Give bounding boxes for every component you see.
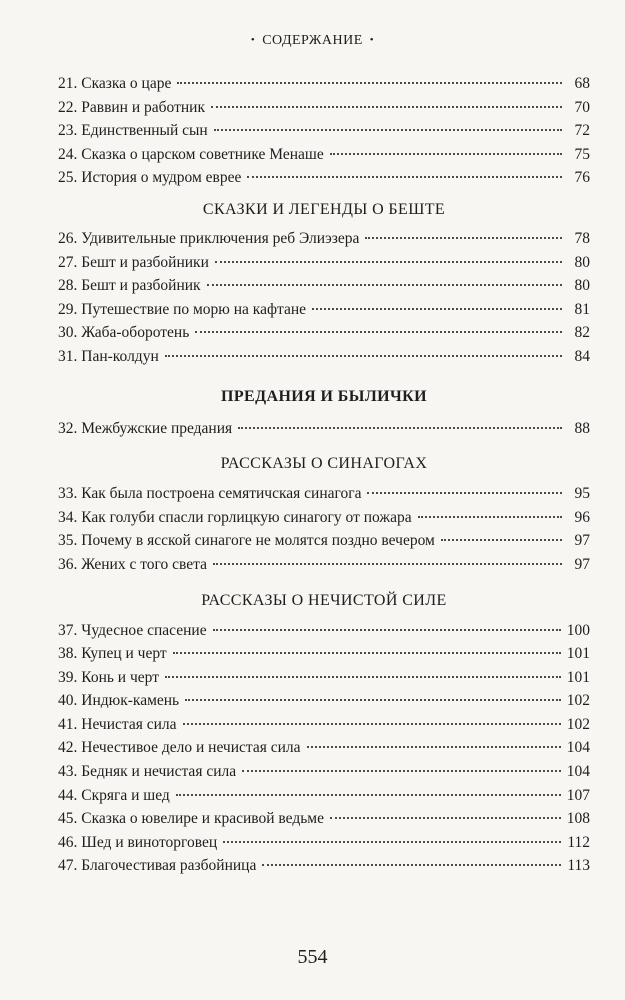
dot-leader — [418, 515, 562, 518]
entry-title: 24. Сказка о царском советнике Менаше — [58, 145, 324, 163]
entry-page: 102 — [566, 715, 590, 733]
entry-page: 104 — [566, 739, 590, 757]
entry-title: 36. Жених с того света — [58, 555, 207, 573]
toc-entry — [58, 854, 590, 878]
entry-page: 70 — [574, 98, 590, 116]
dot-leader — [173, 651, 561, 654]
toc-entry — [58, 713, 590, 737]
entry-page: 88 — [574, 419, 590, 437]
entry-title: 41. Нечистая сила — [58, 715, 177, 733]
entry-title: 30. Жаба-оборотень — [58, 324, 190, 342]
toc-entry — [58, 760, 590, 784]
table-of-contents — [58, 72, 590, 878]
dot-leader — [441, 538, 562, 541]
dot-leader — [213, 562, 562, 565]
entry-page: 108 — [566, 810, 590, 828]
section-heading: РАССКАЗЫ О СИНАГОГАХ — [220, 455, 428, 473]
toc-entry — [58, 251, 590, 275]
dot-leader — [176, 793, 561, 796]
toc-entry — [58, 72, 590, 96]
entry-page: 75 — [574, 145, 590, 163]
toc-entry — [58, 321, 590, 345]
entry-page: 97 — [574, 555, 590, 573]
entry-title: 25. История о мудром еврее — [58, 169, 242, 187]
entry-title: 37. Чудесное спасение — [58, 621, 207, 639]
entry-title: 33. Как была построена семятичская синагога — [58, 485, 362, 503]
toc-entry — [58, 736, 590, 760]
bullet-right: • — [369, 34, 375, 46]
dot-leader — [307, 745, 561, 748]
entry-page: 68 — [574, 75, 590, 92]
dot-leader — [367, 491, 562, 494]
entry-title: 27. Бешт и разбойники — [58, 253, 209, 271]
toc-entry — [58, 784, 590, 808]
entry-page: 102 — [566, 692, 590, 710]
dot-leader — [214, 128, 562, 131]
entry-title: 45. Сказка о ювелире и красивой ведьме — [58, 810, 324, 828]
toc-group — [58, 450, 590, 576]
entry-page: 100 — [566, 621, 590, 639]
entry-page: 81 — [574, 300, 590, 318]
entry-page: 76 — [574, 169, 590, 187]
dot-leader — [207, 283, 562, 286]
entry-title: 35. Почему в ясской синагоге не молятся поздно вечером — [58, 532, 435, 550]
toc-entry — [58, 298, 590, 322]
entry-title: 42. Нечестивое дело и нечистая сила — [58, 739, 301, 757]
entry-title: 39. Конь и черт — [58, 668, 159, 686]
entry-page: 104 — [566, 763, 590, 781]
toc-entry — [58, 227, 590, 251]
toc-entry — [58, 642, 590, 666]
dot-leader — [165, 675, 561, 678]
toc-entry — [58, 96, 590, 120]
dot-leader — [183, 722, 561, 725]
section-heading: ПРЕДАНИЯ И БЫЛИЧКИ — [221, 387, 427, 405]
dot-leader — [177, 81, 562, 84]
toc-entry — [58, 831, 590, 855]
entry-page: 107 — [566, 786, 590, 804]
dot-leader — [238, 426, 562, 429]
toc-entry — [58, 417, 590, 441]
section-heading: СКАЗКИ И ЛЕГЕНДЫ О БЕШТЕ — [202, 200, 446, 218]
entry-page: 82 — [574, 324, 590, 342]
entry-title: 23. Единственный сын — [58, 122, 208, 140]
dot-leader — [312, 307, 562, 310]
toc-entry — [58, 166, 590, 190]
dot-leader — [223, 840, 561, 843]
entry-title: 21. Сказка о царе — [58, 75, 172, 92]
toc-entry — [58, 345, 590, 369]
dot-leader — [185, 698, 561, 701]
entry-page: 112 — [567, 833, 590, 851]
entry-page: 95 — [574, 485, 590, 503]
toc-entry — [58, 119, 590, 143]
toc-group — [58, 587, 590, 879]
toc-entry — [58, 807, 590, 831]
entry-page: 101 — [566, 668, 590, 686]
toc-entry — [58, 666, 590, 690]
toc-entry — [58, 619, 590, 643]
page-number: 554 — [297, 946, 328, 968]
toc-entry — [58, 506, 590, 530]
bullet-left: • — [250, 34, 256, 46]
toc-entry — [58, 274, 590, 298]
entry-title: 22. Раввин и работник — [58, 98, 205, 116]
toc-group — [58, 72, 590, 190]
entry-page: 101 — [566, 645, 590, 663]
entry-title: 29. Путешествие по морю на кафтане — [58, 300, 307, 318]
entry-title: 38. Купец и черт — [58, 645, 167, 663]
entry-page: 97 — [574, 532, 590, 550]
toc-group — [58, 196, 590, 369]
entry-title: 34. Как голуби спасли горлицкую синагогу от пожара — [58, 508, 412, 526]
toc-group — [58, 383, 590, 441]
dot-leader — [195, 330, 562, 333]
toc-entry — [58, 143, 590, 167]
section-heading: РАССКАЗЫ О НЕЧИСТОЙ СИЛЕ — [201, 591, 447, 609]
entry-title: 43. Бедняк и нечистая сила — [58, 763, 237, 781]
toc-entry — [58, 553, 590, 577]
dot-leader — [330, 816, 561, 819]
entry-page: 80 — [574, 277, 590, 295]
dot-leader — [365, 236, 562, 239]
dot-leader — [215, 260, 562, 263]
entry-title: 31. Пан-колдун — [58, 347, 159, 365]
dot-leader — [262, 863, 561, 866]
entry-page: 113 — [567, 857, 590, 875]
toc-entry — [58, 482, 590, 506]
entry-title: 47. Благочестивая разбойница — [58, 857, 257, 875]
entry-title: 26. Удивительные приключения реб Элиэзера — [58, 229, 360, 247]
dot-leader — [330, 152, 562, 155]
dot-leader — [211, 105, 562, 108]
entry-page: 96 — [574, 508, 590, 526]
running-head-title: СОДЕРЖАНИЕ — [262, 33, 363, 48]
toc-entry — [58, 529, 590, 553]
entry-page: 80 — [574, 253, 590, 271]
entry-title: 28. Бешт и разбойник — [58, 277, 201, 295]
entry-title: 46. Шед и виноторговец — [58, 833, 218, 851]
entry-title: 44. Скряга и шед — [58, 786, 170, 804]
entry-title: 40. Индюк-камень — [58, 692, 180, 710]
running-head — [0, 33, 625, 49]
dot-leader — [213, 628, 561, 631]
entry-title: 32. Межбужские предания — [58, 419, 233, 437]
entry-page: 72 — [574, 122, 590, 140]
toc-entry — [58, 689, 590, 713]
dot-leader — [165, 354, 562, 357]
dot-leader — [247, 175, 562, 178]
entry-page: 78 — [574, 229, 590, 247]
entry-page: 84 — [574, 347, 590, 365]
dot-leader — [242, 769, 561, 772]
